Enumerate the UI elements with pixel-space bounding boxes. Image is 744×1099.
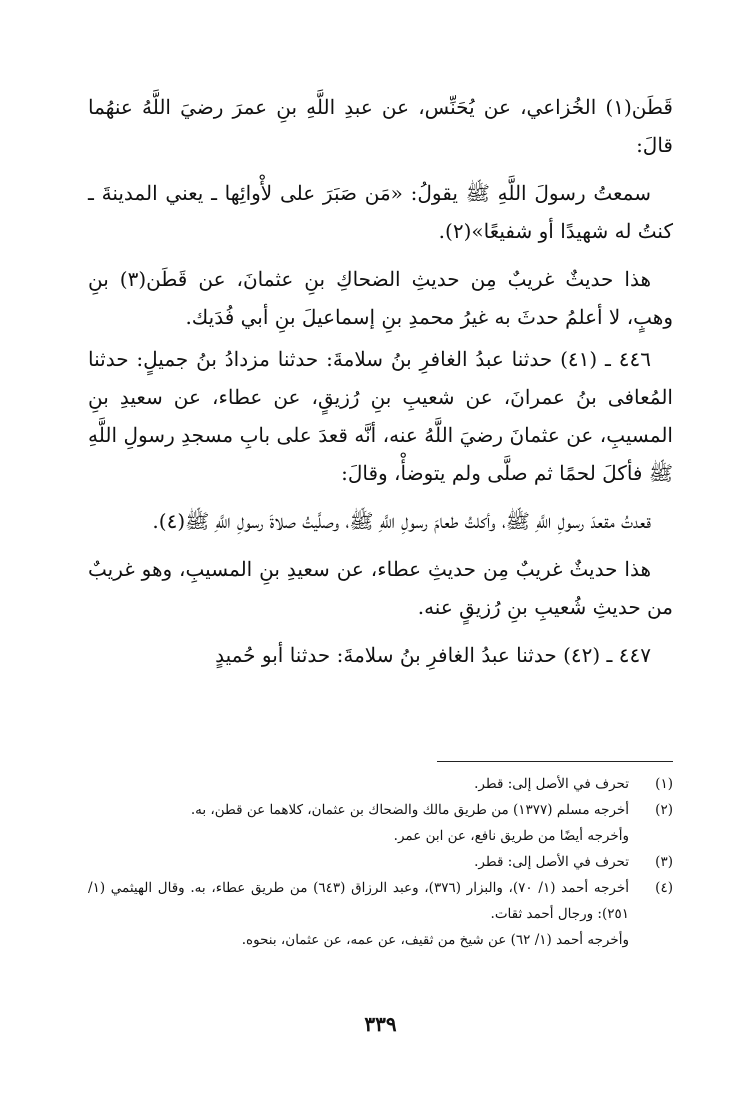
footnote-text: تحرف في الأصل إلى: قطر. <box>474 854 629 870</box>
page-number: ٣٣٩ <box>364 1012 397 1036</box>
footnote-1 <box>88 771 673 797</box>
footnote-number: (٤) <box>655 880 673 896</box>
footnote-number: (٢) <box>655 802 673 818</box>
main-text <box>88 88 673 674</box>
paragraph-5: قعدتُ مقعدَ رسولِ اللَّهِ ﷺ، وأكلتُ طعامَ رسولِ اللَّهِ ﷺ، وصلَّيتُ صلاةَ رسولِ اللَّهِ ﷺ(٤). <box>152 509 651 533</box>
footnote-3 <box>88 849 673 875</box>
footnote-text: أخرجه مسلم (١٣٧٧) من طريق مالك والضحاك بن عثمان، كلاهما عن قطن، به. <box>190 802 629 818</box>
footnote-text: أخرجه أحمد (١/ ٧٠)، والبزار (٣٧٦)، وعبد الرزاق (٦٤٣) من طريق عطاء، به. وقال الهيثمي (١/ ٢٥١): ورجال أحمد ثقات. <box>88 880 629 922</box>
book-page <box>88 88 673 1036</box>
footnote-number: (١) <box>655 776 673 792</box>
paragraph-3: هذا حديثٌ غريبٌ مِن حديثِ الضحاكِ بنِ عثمانَ، عن قَطَن(٣) بنِ وهبٍ، لا أعلمُ حدثَ به غيرُ محمدِ بنِ إسماعيلَ بنِ أبي فُدَيك. <box>88 267 673 329</box>
paragraph-1: قَطَن(١) الخُزاعي، عن يُحَنِّس، عن عبدِ اللَّهِ بنِ عمرَ رضيَ اللَّهُ عنهُما قالَ: <box>88 95 673 157</box>
footnote-4-continuation: وأخرجه أحمد (١/ ٦٢) عن شيخ من ثقيف، عن عمه، عن عثمان، بنحوه. <box>241 932 629 948</box>
paragraph-6: هذا حديثٌ غريبٌ مِن حديثِ عطاء، عن سعيدِ بنِ المسيبِ، وهو غريبٌ من حديثِ شُعيبِ بنِ رُزيقٍ عنه. <box>88 557 673 619</box>
paragraph-4: ٤٤٦ ـ (٤١) حدثنا عبدُ الغافرِ بنُ سلامةَ: حدثنا مزدادُ بنُ جميلٍ: حدثنا المُعافى بنُ عمرانَ، عن شعيبِ بنِ رُزيقٍ، عن عطاء، عن سعيدِ بنِ المسيبِ، عن عثمانَ رضيَ اللَّهُ عنه، أنَّه قعدَ على بابِ مسجدِ رسولِ اللَّهِ ﷺ فأكلَ لحمًا ثم صلَّى ولم يتوضأْ، وقالَ: <box>88 347 673 485</box>
paragraph-7: ٤٤٧ ـ (٤٢) حدثنا عبدُ الغافرِ بنُ سلامةَ: حدثنا أبو حُميدٍ <box>215 643 651 667</box>
footnotes <box>88 771 673 953</box>
footnote-2 <box>88 797 673 823</box>
footnote-text: تحرف في الأصل إلى: قطر. <box>474 776 629 792</box>
footnote-2-continuation: وأخرجه أيضًا من طريق نافع، عن ابن عمر. <box>393 828 629 844</box>
footnote-4 <box>88 875 673 927</box>
footnote-separator <box>437 761 673 762</box>
footnote-number: (٣) <box>655 854 673 870</box>
paragraph-2: سمعتُ رسولَ اللَّهِ ﷺ يقولُ: «مَن صَبَرَ على لأْوائِها ـ يعني المدينةَ ـ كنتُ له شهيدًا أو شفيعًا»(٢). <box>88 181 673 243</box>
